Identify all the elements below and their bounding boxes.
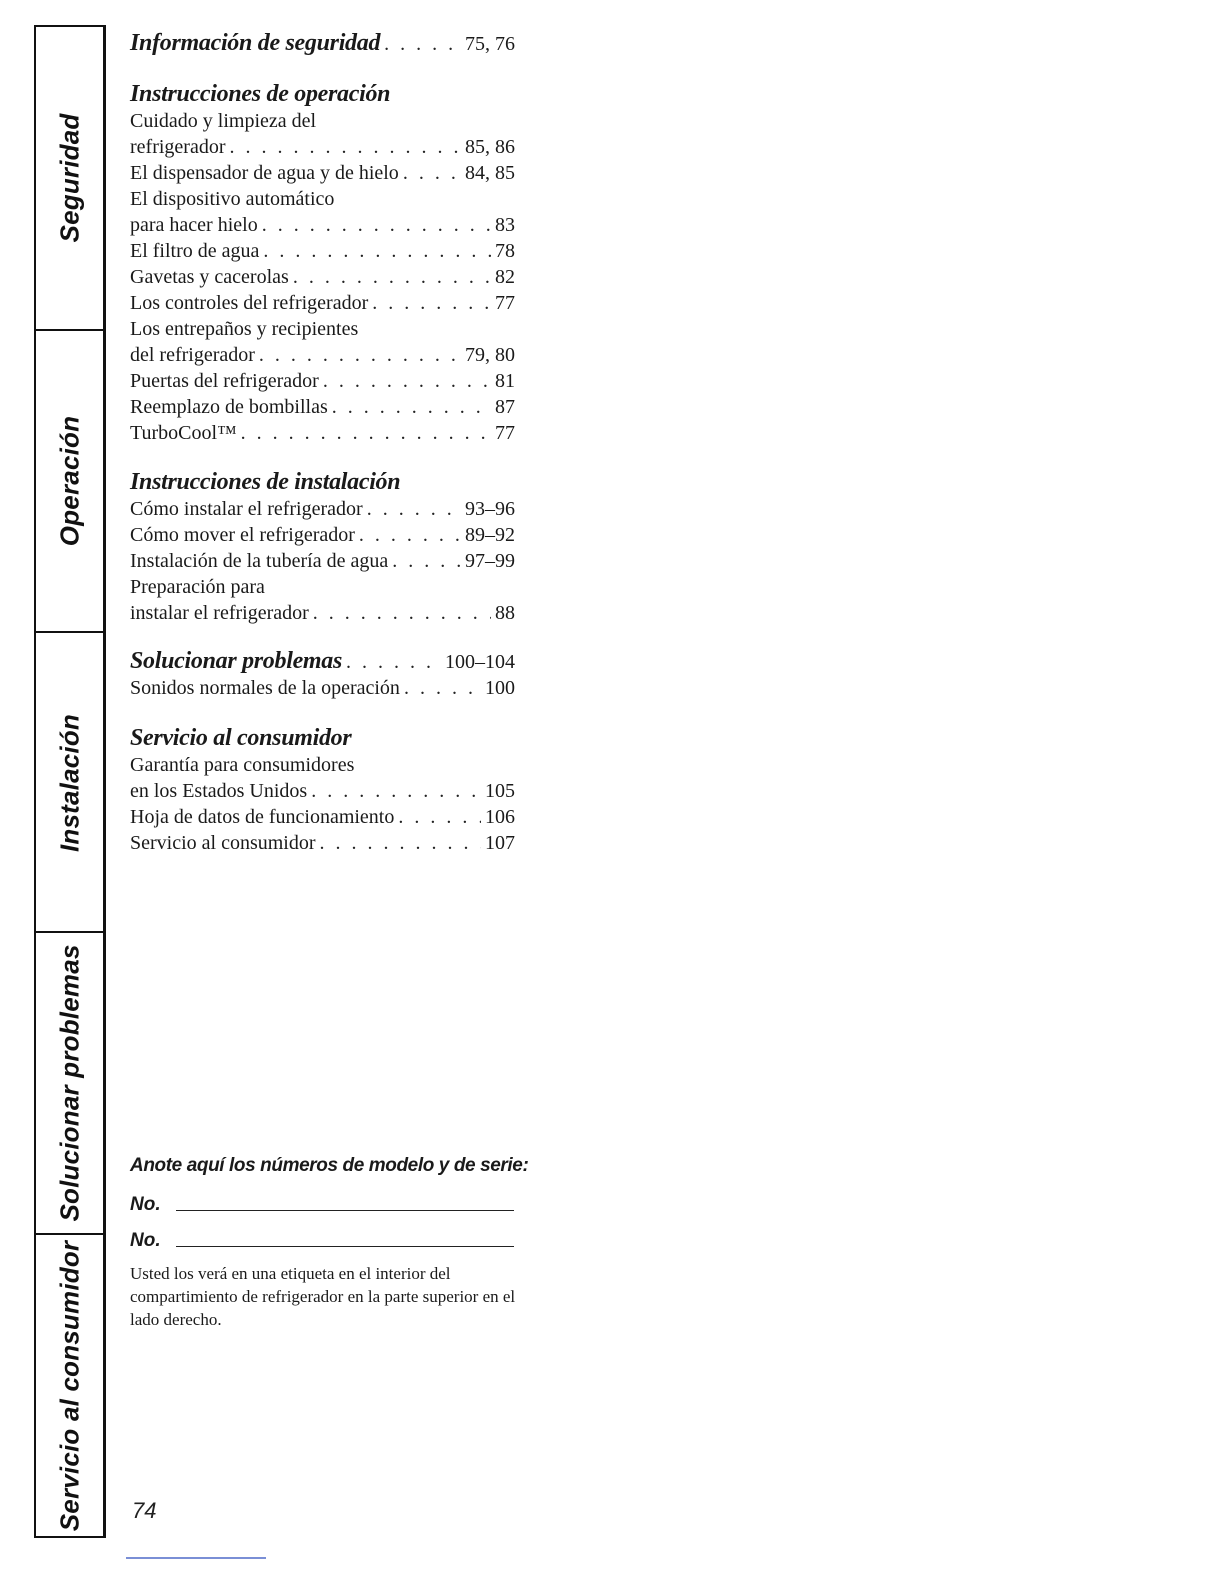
- entry-label: Cómo instalar el refrigerador: [130, 498, 363, 520]
- model-serial-record: [130, 1152, 530, 1331]
- page-ref: 79, 80: [465, 344, 515, 366]
- page-ref: 100: [485, 677, 515, 699]
- entry-label: Hoja de datos de funcionamiento: [130, 806, 395, 828]
- tab-operacion-label: Operación: [54, 415, 84, 547]
- toc-entry[interactable]: [130, 342, 515, 368]
- bottom-rule: [126, 1557, 266, 1559]
- entry-label: Instalación de la tubería de agua: [130, 550, 389, 572]
- page-ref: 89–92: [465, 524, 515, 546]
- toc-section-operation: [130, 80, 515, 446]
- toc-entry[interactable]: [130, 238, 515, 264]
- entry-label: Servicio al consumidor: [130, 832, 316, 854]
- leader-dots: [311, 778, 481, 804]
- toc-entry[interactable]: [130, 212, 515, 238]
- record-title: Anote aquí los números de modelo y de serie:: [130, 1155, 529, 1176]
- entry-label: en los Estados Unidos: [130, 780, 308, 802]
- section-title: Instrucciones de operación: [130, 81, 391, 107]
- toc-entry[interactable]: [130, 496, 515, 522]
- entry-line: Cuidado y limpieza del: [130, 110, 317, 132]
- serial-number-line[interactable]: [176, 1246, 514, 1247]
- serial-number-field[interactable]: [130, 1216, 530, 1252]
- page-ref: 107: [485, 832, 515, 854]
- tab-seguridad-label: Seguridad: [54, 113, 84, 243]
- entry-label: Los controles del refrigerador: [130, 292, 369, 314]
- entry-line: Garantía para consumidores: [130, 754, 355, 776]
- leader-dots: [392, 548, 461, 574]
- leader-dots: [230, 134, 462, 160]
- tab-operacion[interactable]: [36, 329, 103, 631]
- model-number-field[interactable]: [130, 1180, 530, 1216]
- tab-solucionar-problemas[interactable]: [36, 931, 103, 1233]
- entry-label: Reemplazo de bombillas: [130, 396, 328, 418]
- toc-entry[interactable]: [130, 394, 515, 420]
- leader-dots: [403, 160, 461, 186]
- leader-dots: [259, 342, 461, 368]
- page-ref: 97–99: [465, 550, 515, 572]
- tab-servicio-al-consumidor-label: Servicio al consumidor: [54, 1240, 84, 1531]
- toc-entry[interactable]: [130, 160, 515, 186]
- toc-section-safety: [130, 30, 515, 57]
- toc-section-installation: [130, 468, 515, 626]
- toc-entry-troubleshooting[interactable]: [130, 648, 515, 675]
- leader-dots: [372, 290, 491, 316]
- entry-line: Los entrepaños y recipientes: [130, 318, 359, 340]
- leader-dots: [241, 420, 491, 446]
- leader-dots: [293, 264, 491, 290]
- tab-instalacion-label: Instalación: [54, 713, 84, 853]
- page-ref: 81: [495, 370, 515, 392]
- entry-label: Cómo mover el refrigerador: [130, 524, 355, 546]
- page-ref: 78: [495, 240, 515, 262]
- page-ref: 88: [495, 602, 515, 624]
- toc-entry[interactable]: [130, 420, 515, 446]
- page-ref: 106: [485, 806, 515, 828]
- serial-number-label: No.: [130, 1230, 161, 1251]
- entry-label: instalar el refrigerador: [130, 602, 309, 624]
- record-note: Usted los verá en una etiqueta en el interior del compartimiento de refrigerador en la parte superior en el lado derecho.: [130, 1264, 516, 1329]
- page-ref: 75, 76: [465, 33, 515, 55]
- toc-entry[interactable]: [130, 675, 515, 701]
- leader-dots: [263, 238, 491, 264]
- toc-entry[interactable]: [130, 804, 515, 830]
- toc-section-troubleshooting: [130, 648, 515, 701]
- section-title: Servicio al consumidor: [130, 725, 352, 751]
- leader-dots: [332, 394, 491, 420]
- model-number-line[interactable]: [176, 1210, 514, 1211]
- toc-entry[interactable]: [130, 600, 515, 626]
- toc-section-consumer-service: [130, 724, 515, 856]
- page-ref: 85, 86: [465, 136, 515, 158]
- tab-seguridad[interactable]: [36, 27, 103, 329]
- toc-entry[interactable]: [130, 522, 515, 548]
- toc-entry-safety[interactable]: [130, 30, 515, 57]
- toc-entry[interactable]: [130, 548, 515, 574]
- leader-dots: [367, 496, 461, 522]
- entry-line: El dispositivo automático: [130, 188, 335, 210]
- toc-entry[interactable]: [130, 290, 515, 316]
- toc-entry[interactable]: [130, 778, 515, 804]
- entry-line: Preparación para: [130, 576, 265, 598]
- page-ref: 100–104: [445, 651, 515, 673]
- entry-label: TurboCool™: [130, 422, 237, 444]
- toc-entry[interactable]: [130, 264, 515, 290]
- page-ref: 77: [495, 292, 515, 314]
- leader-dots: [398, 804, 481, 830]
- tab-instalacion[interactable]: [36, 631, 103, 933]
- leader-dots: [262, 212, 491, 238]
- leader-dots: [323, 368, 491, 394]
- entry-label: refrigerador: [130, 136, 226, 158]
- section-tabs: [34, 25, 106, 1538]
- section-title: Instrucciones de instalación: [130, 469, 401, 495]
- toc-entry[interactable]: [130, 830, 515, 856]
- toc-entry[interactable]: [130, 368, 515, 394]
- entry-label: del refrigerador: [130, 344, 255, 366]
- leader-dots: [359, 522, 461, 548]
- leader-dots: [346, 649, 441, 675]
- leader-dots: [313, 600, 491, 626]
- section-title: Solucionar problemas: [130, 648, 343, 674]
- leader-dots: [320, 830, 481, 856]
- leader-dots: [384, 31, 461, 57]
- page-ref: 77: [495, 422, 515, 444]
- entry-label: El filtro de agua: [130, 240, 260, 262]
- entry-label: Sonidos normales de la operación: [130, 677, 400, 699]
- section-title: Información de seguridad: [130, 30, 381, 56]
- tab-solucionar-problemas-label: Solucionar problemas: [54, 944, 84, 1222]
- page-ref: 84, 85: [465, 162, 515, 184]
- toc-entry[interactable]: [130, 134, 515, 160]
- page-ref: 82: [495, 266, 515, 288]
- page-number: 74: [132, 1498, 157, 1523]
- entry-label: para hacer hielo: [130, 214, 258, 236]
- model-number-label: No.: [130, 1194, 161, 1215]
- tab-servicio-al-consumidor[interactable]: [36, 1233, 103, 1536]
- page-ref: 93–96: [465, 498, 515, 520]
- leader-dots: [404, 675, 481, 701]
- page-ref: 83: [495, 214, 515, 236]
- page-ref: 105: [485, 780, 515, 802]
- entry-label: Puertas del refrigerador: [130, 370, 319, 392]
- page-ref: 87: [495, 396, 515, 418]
- entry-label: El dispensador de agua y de hielo: [130, 162, 399, 184]
- entry-label: Gavetas y cacerolas: [130, 266, 289, 288]
